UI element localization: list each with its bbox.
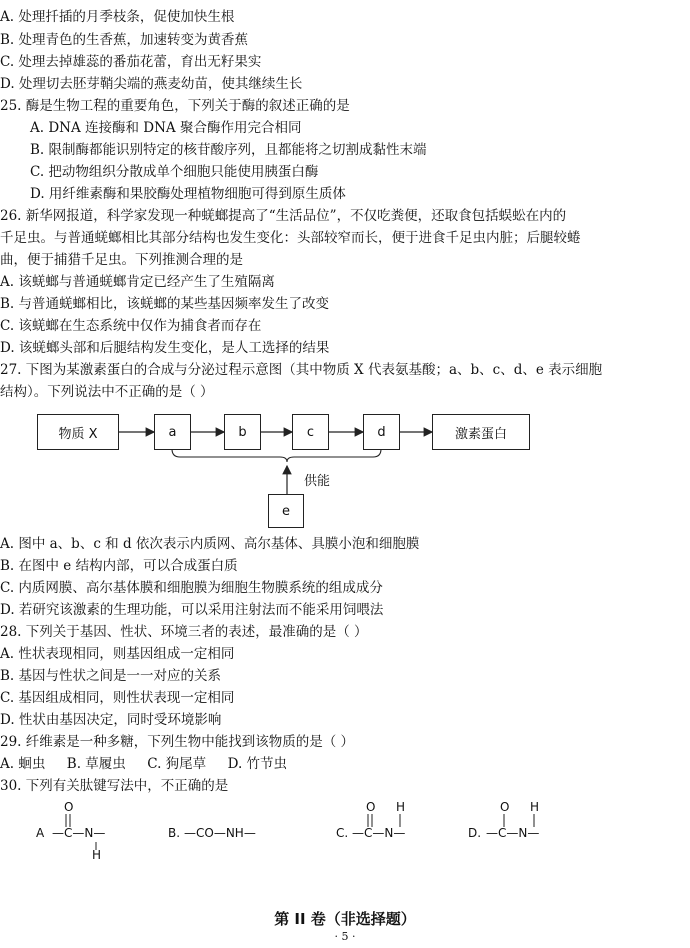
q25-option-b: B. 限制酶都能识别特定的核苷酸序列，且都能将之切割成黏性末端 xyxy=(30,142,427,158)
q29-stem: 29. 纤维素是一种多糖，下列生物中能找到该物质的是（ ） xyxy=(0,734,355,750)
box-a: a xyxy=(154,414,191,450)
box-e: e xyxy=(268,494,304,528)
q26-option-d: D. 该蜣螂头部和后腿结构发生变化，是人工选择的结果 xyxy=(0,340,330,356)
q26-stem-line1: 26. 新华网报道，科学家发现一种蜣螂提高了“生活品位”，不仅吃粪便，还取食包括蜈蚣在内的 xyxy=(0,208,567,224)
q27-option-d: D. 若研究该激素的生理功能，可以采用注射法而不能采用饲喂法 xyxy=(0,602,384,618)
box-b: b xyxy=(224,414,261,450)
q30-d-formula: —C—N— xyxy=(486,826,540,840)
box-hormone-protein: 激素蛋白 xyxy=(432,414,530,450)
q27-stem-line1: 27. 下图为某激素蛋白的合成与分泌过程示意图（其中物质 X 代表氨基酸；a、b、c、d、e 表示细胞 xyxy=(0,362,603,378)
section-heading: 第 II 卷（非选择题） xyxy=(274,910,416,928)
q28-option-d: D. 性状由基因决定，同时受环境影响 xyxy=(0,712,222,728)
q24-option-a: A. 处理扦插的月季枝条，促使加快生根 xyxy=(0,9,235,25)
q27-option-b: B. 在图中 e 结构内部，可以合成蛋白质 xyxy=(0,558,238,574)
q26-option-a: A. 该蜣螂与普通蜣螂肯定已经产生了生殖隔离 xyxy=(0,274,275,290)
q26-option-c: C. 该蜣螂在生态系统中仅作为捕食者而存在 xyxy=(0,318,262,334)
q24-option-d: D. 处理切去胚芽鞘尖端的燕麦幼苗，使其继续生长 xyxy=(0,76,303,92)
q30-stem: 30. 下列有关肽键写法中，不正确的是 xyxy=(0,778,229,794)
label-energy-supply: 供能 xyxy=(304,474,331,489)
q25-stem: 25. 酶是生物工程的重要角色，下列关于酶的叙述正确的是 xyxy=(0,98,350,114)
q30-c-label: C. xyxy=(336,826,349,840)
q26-option-b: B. 与普通蜣螂相比，该蜣螂的某些基因频率发生了改变 xyxy=(0,296,330,312)
q27-option-c: C. 内质网膜、高尔基体膜和细胞膜为细胞生物膜系统的组成成分 xyxy=(0,580,383,596)
q30-b-label: B. xyxy=(168,826,181,840)
box-c: c xyxy=(292,414,329,450)
page-number: · 5 · xyxy=(334,930,356,943)
q30-a-oxygen: O xyxy=(64,800,74,814)
q30-c-oxygen: O xyxy=(366,800,376,814)
q28-option-b: B. 基因与性状之间是一一对应的关系 xyxy=(0,668,222,684)
q30-d-label: D. xyxy=(468,826,482,840)
q29-options: A. 蛔虫 B. 草履虫 C. 狗尾草 D. 竹节虫 xyxy=(0,756,288,772)
q30-a-label: A xyxy=(36,826,45,840)
q24-option-c: C. 处理去掉雄蕊的番茄花蕾，育出无籽果实 xyxy=(0,54,262,70)
q26-stem-line2: 千足虫。与普通蜣螂相比其部分结构也发生变化：头部较窄而长，便于进食千足虫内脏；后腿较蜷 xyxy=(0,230,581,246)
q27-stem-line2: 结构）。下列说法中不正确的是（ ） xyxy=(0,384,214,400)
q30-a-formula: —C—N— xyxy=(52,826,106,840)
q30-d-hydrogen: H xyxy=(530,800,540,814)
q28-stem: 28. 下列关于基因、性状、环境三者的表述，最准确的是（ ） xyxy=(0,624,368,640)
q28-option-c: C. 基因组成相同，则性状表现一定相同 xyxy=(0,690,235,706)
q30-c-hydrogen: H xyxy=(396,800,406,814)
q25-option-a: A. DNA 连接酶和 DNA 聚合酶作用完合相同 xyxy=(30,120,302,136)
box-d: d xyxy=(363,414,400,450)
q28-option-a: A. 性状表现相同，则基因组成一定相同 xyxy=(0,646,235,662)
q30-b-formula: —CO—NH— xyxy=(184,826,256,840)
q24-option-b: B. 处理青色的生香蕉，加速转变为黄香蕉 xyxy=(0,32,249,48)
q30-c-formula: —C—N— xyxy=(352,826,406,840)
q26-stem-line3: 曲，便于捕猎千足虫。下列推测合理的是 xyxy=(0,252,243,268)
box-substance-x: 物质 X xyxy=(37,414,119,450)
q30-a-hydrogen: H xyxy=(92,848,102,862)
q30-d-oxygen: O xyxy=(500,800,510,814)
q25-option-d: D. 用纤维素酶和果胶酶处理植物细胞可得到原生质体 xyxy=(30,186,346,202)
q27-option-a: A. 图中 a、b、c 和 d 依次表示内质网、高尔基体、具膜小泡和细胞膜 xyxy=(0,536,420,552)
q25-option-c: C. 把动物组织分散成单个细胞只能使用胰蛋白酶 xyxy=(30,164,319,180)
